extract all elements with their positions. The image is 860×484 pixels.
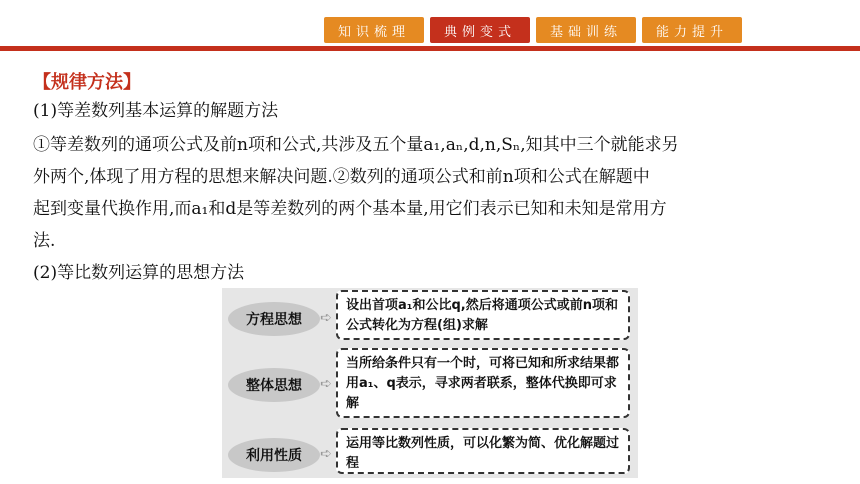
top-navigation-bar	[0, 0, 860, 52]
paragraph-line-5: 法.	[33, 231, 56, 251]
arrow-right-icon: ➪	[320, 376, 332, 392]
section-tabs	[324, 17, 742, 43]
tab-knowledge-review[interactable]: 知识梳理	[324, 17, 424, 43]
paragraph-line-2: ①等差数列的通项公式及前n项和公式,共涉及五个量a₁,aₙ,d,n,Sₙ,知其中三个就能求另	[33, 135, 679, 155]
diagram-box-equation: 设出首项a₁和公比q,然后将通项公式或前n项和公式转化为方程(组)求解	[336, 290, 630, 340]
diagram-label-equation: 方程思想	[228, 302, 320, 336]
arrow-right-icon: ➪	[320, 446, 332, 462]
tab-basic-training[interactable]: 基础训练	[536, 17, 636, 43]
paragraph-line-4: 起到变量代换作用,而a₁和d是等差数列的两个基本量,用它们表示已知和未知是常用方	[33, 199, 667, 219]
tab-ability-improvement[interactable]: 能力提升	[642, 17, 742, 43]
method-diagram	[222, 288, 638, 478]
diagram-label-property: 利用性质	[228, 438, 320, 472]
header-divider	[0, 46, 860, 51]
tab-typical-examples[interactable]: 典例变式	[430, 17, 530, 43]
paragraph-line-1: (1)等差数列基本运算的解题方法	[33, 101, 279, 121]
paragraph-line-6: (2)等比数列运算的思想方法	[33, 263, 245, 283]
arrow-right-icon: ➪	[320, 310, 332, 326]
diagram-box-property: 运用等比数列性质，可以化繁为简、优化解题过程	[336, 428, 630, 474]
diagram-label-whole: 整体思想	[228, 368, 320, 402]
paragraph-line-3: 外两个,体现了用方程的思想来解决问题.②数列的通项公式和前n项和公式在解题中	[33, 167, 650, 187]
section-title: 【规律方法】	[33, 72, 141, 93]
diagram-box-whole: 当所给条件只有一个时，可将已知和所求结果都用a₁、q表示，寻求两者联系，整体代换即可求解	[336, 348, 630, 418]
